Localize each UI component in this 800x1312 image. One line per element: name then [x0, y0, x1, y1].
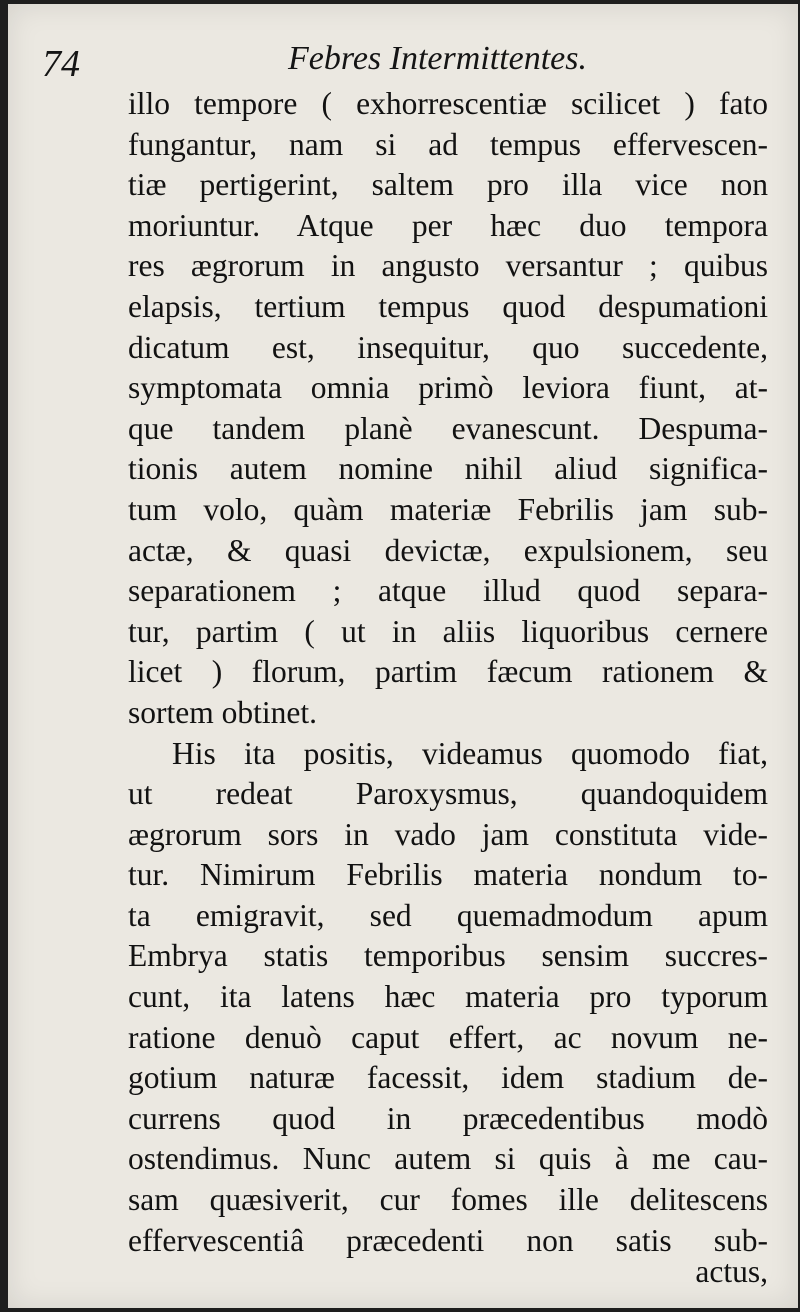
text-line: tiæ pertigerint, saltem pro illa vice non — [128, 167, 768, 203]
text-line: fungantur, nam si ad tempus effervescen- — [128, 126, 768, 162]
text-line: ostendimus. Nunc autem si quis à me cau- — [128, 1141, 768, 1177]
text-line: sortem obtinet. — [128, 694, 317, 730]
paragraph-2 — [128, 734, 768, 1262]
text-line: currens quod in præcedentibus modò — [128, 1100, 768, 1136]
text-line: ægrorum sors in vado jam constituta vide- — [128, 816, 768, 852]
text-line: gotium naturæ facessit, idem stadium de- — [128, 1060, 768, 1096]
body-text — [128, 84, 768, 1261]
text-line: illo tempore ( exhorrescentiæ scilicet ) fato — [128, 86, 768, 121]
running-head: Febres Intermittentes. — [288, 40, 587, 77]
text-line: licet ) florum, partim fæcum rationem & — [128, 654, 768, 690]
text-line: tur, partim ( ut in aliis liquoribus cernere — [128, 613, 768, 649]
text-line: ta emigravit, sed quemadmodum apum — [128, 897, 768, 933]
book-page — [8, 4, 798, 1308]
text-line: moriuntur. Atque per hæc duo tempora — [128, 207, 768, 243]
text-line: res ægrorum in angusto versantur ; quibus — [128, 248, 768, 284]
text-line: ratione denuò caput effert, ac novum ne- — [128, 1019, 768, 1055]
text-line: effervescentiâ præcedenti non satis sub- — [128, 1222, 768, 1258]
text-line: tionis autem nomine nihil aliud significa- — [128, 451, 768, 487]
text-line: Embrya statis temporibus sensim succres- — [128, 938, 768, 974]
text-line: elapsis, tertium tempus quod despumationi — [128, 288, 768, 324]
text-line: tum volo, quàm materiæ Febrilis jam sub- — [128, 491, 768, 527]
text-line: separationem ; atque illud quod separa- — [128, 573, 768, 609]
text-line: actæ, & quasi devictæ, expulsionem, seu — [128, 532, 768, 568]
text-line: cunt, ita latens hæc materia pro typorum — [128, 979, 768, 1015]
text-line: dicatum est, insequitur, quo succedente, — [128, 329, 768, 365]
page-number: 74 — [42, 43, 80, 85]
text-line: que tandem planè evanescunt. Despuma- — [128, 410, 768, 446]
paragraph-1 — [128, 84, 768, 734]
text-line: His ita positis, videamus quomodo fiat, — [172, 735, 768, 771]
text-line: sam quæsiverit, cur fomes ille delitescens — [128, 1182, 768, 1218]
text-line: tur. Nimirum Febrilis materia nondum to- — [128, 857, 768, 893]
page-header — [8, 32, 798, 85]
text-line: symptomata omnia primò leviora fiunt, at- — [128, 370, 768, 406]
text-line: ut redeat Paroxysmus, quandoquidem — [128, 776, 768, 812]
catchword: actus, — [695, 1254, 768, 1289]
